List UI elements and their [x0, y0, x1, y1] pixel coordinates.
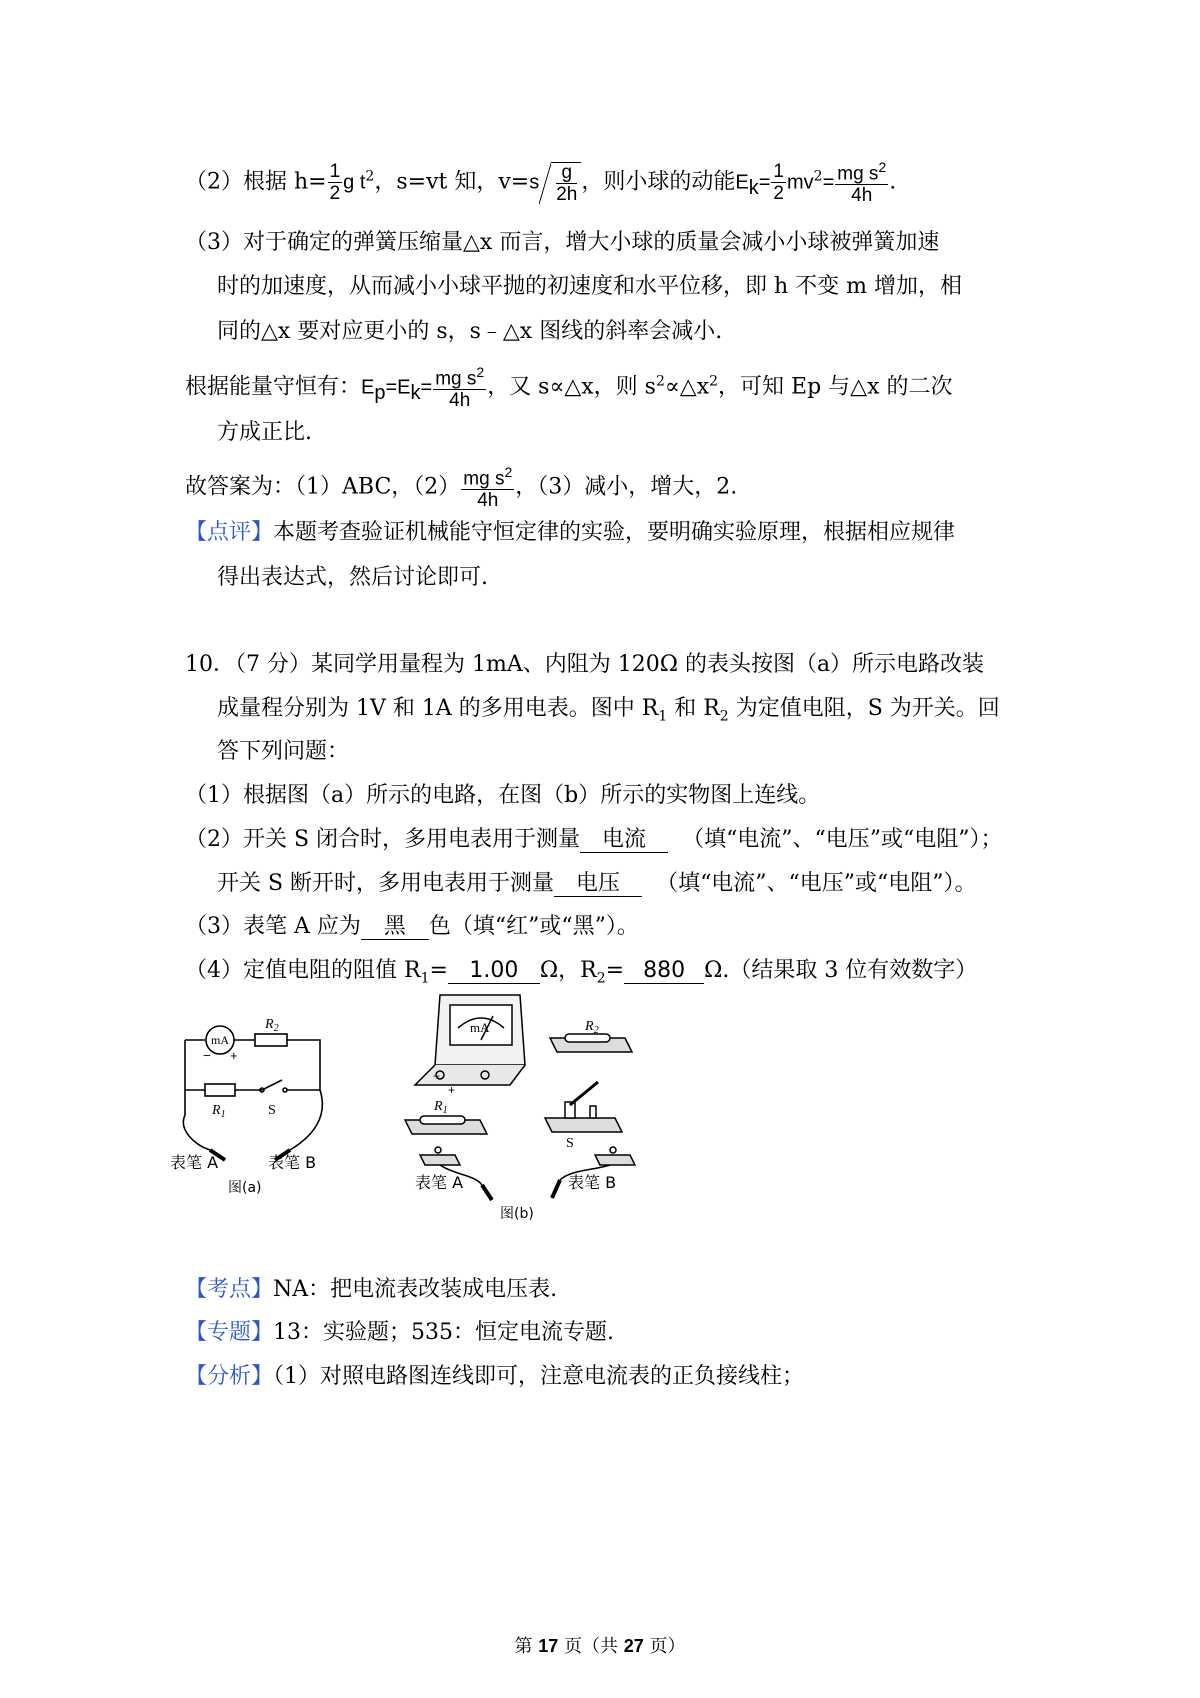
part-2b: [217, 869, 977, 899]
text-segment: 13：实验题；535：恒定电流专题.: [273, 1320, 614, 1345]
math-gt: g t: [343, 171, 366, 194]
question-10-line-3: 答下列问题：: [217, 739, 350, 764]
kaodian-tag: 【考点】: [185, 1277, 274, 1302]
text-segment: 本题考查验证机械能守恒定律的实验，要明确实验原理，根据相应规律: [273, 520, 956, 545]
math-E: E: [397, 376, 411, 399]
numerator: g: [556, 163, 577, 184]
text-segment: Ω，R: [539, 958, 597, 983]
numerator: [461, 465, 514, 490]
answer-line: [185, 465, 737, 510]
exponent: 2: [504, 464, 513, 480]
exponent: 2: [655, 373, 665, 390]
math-eq: =: [822, 171, 835, 194]
math-eq: =: [758, 171, 771, 194]
switch-label: S: [566, 1136, 574, 1151]
answer-blank-r1: 1.00: [448, 959, 540, 984]
text-segment: （1）对照电路图连线即可，注意电流表的正负接线柱；: [273, 1364, 805, 1389]
solution-line-3c: 同的△x 要对应更小的 s，s﹣△x 图线的斜率会减小.: [217, 319, 723, 344]
math-mgs: mg s: [463, 468, 505, 490]
math-eq: =: [385, 376, 398, 399]
ammeter-label: mA: [470, 1020, 490, 1035]
numerator: 1: [773, 161, 784, 183]
solution-line-3: （3）对于确定的弹簧压缩量△x 而言，增大小球的质量会减小小球被弹簧加速: [185, 230, 940, 255]
fraction-g-2h: [556, 163, 577, 204]
figure-b-caption: 图(b): [500, 1206, 534, 1222]
text-segment: ，则小球的动能: [581, 169, 736, 195]
text-segment: （3）表笔 A 应为: [185, 914, 361, 939]
total-pages: 27: [623, 1636, 644, 1656]
comment-line: [185, 518, 955, 548]
exponent: 2: [709, 373, 719, 390]
subscript: 1: [658, 708, 668, 725]
denominator: 4h: [477, 490, 499, 512]
pen-a-label: 表笔 A: [170, 1153, 219, 1172]
fraction-mgs-4h: [835, 160, 888, 205]
answer-blank-r2: 880: [624, 959, 704, 984]
exponent: 2: [878, 159, 887, 175]
minus-label: −: [433, 1069, 441, 1083]
text-segment: ∝△x: [664, 374, 710, 400]
text-segment: ，又 s∝△x，则 s: [487, 374, 656, 400]
page-number: 17: [538, 1636, 559, 1656]
sqrt-expression: [551, 162, 581, 204]
subscript: p: [374, 382, 386, 405]
denominator: 2: [773, 183, 784, 205]
plus-label: +: [448, 1083, 456, 1097]
subscript: 2: [596, 970, 606, 987]
subscript: 1: [420, 970, 430, 987]
text-segment: （2）根据 h=: [185, 169, 327, 195]
denominator: 2: [329, 183, 341, 205]
page-footer: [0, 1632, 1200, 1658]
text-segment: （4）定值电阻的阻值 R: [185, 958, 421, 983]
math-mgs: mg s: [435, 368, 477, 390]
answer-blank-voltage: 电压: [554, 872, 642, 897]
denominator: 2h: [556, 183, 578, 205]
math-s: s: [529, 171, 540, 194]
r2-label: $R_2$: [265, 1017, 279, 1034]
fraction-half-2: [771, 162, 786, 203]
circuit-diagram-a: [170, 1010, 350, 1195]
kaodian-line: [185, 1275, 557, 1305]
text-segment: ，可知 Ep 与△x 的二次: [718, 374, 953, 400]
text-segment: 色（填“红”或“黑”）。: [428, 914, 639, 939]
subscript: k: [410, 382, 421, 405]
pen-a-label: 表笔 A: [415, 1173, 464, 1192]
answer-blank-current: 电流: [580, 828, 668, 853]
numerator: 1: [329, 161, 341, 183]
part-1: （1）根据图（a）所示的电路，在图（b）所示的实物图上连线。: [185, 783, 821, 808]
pen-b-label: 表笔 B: [568, 1173, 617, 1192]
math-E: E: [735, 171, 749, 194]
part-4: [185, 956, 977, 993]
answer-blank-color: 黑: [361, 915, 429, 940]
text-segment: 成量程分别为 1V 和 1A 的多用电表。图中 R: [217, 696, 659, 721]
minus-label: −: [203, 1048, 211, 1063]
numerator: [835, 160, 888, 185]
part-2: [185, 825, 1003, 855]
subscript: k: [748, 177, 759, 200]
comment-tag: 【点评】: [185, 520, 274, 545]
question-10-line-2: [217, 694, 1000, 731]
denominator: 4h: [851, 185, 873, 207]
text-segment: =: [605, 958, 625, 983]
footer-text: 页）: [643, 1636, 686, 1657]
numerator: [433, 365, 486, 390]
text-segment: 为定值电阻，S 为开关。回: [728, 696, 1000, 721]
solution-line-2: [185, 160, 896, 205]
math-E: E: [361, 376, 375, 399]
switch-label: S: [268, 1103, 276, 1118]
question-10-line-1: 10．（7 分）某同学用量程为 1mA、内阻为 120Ω 的表头按图（a）所示电路改装: [185, 652, 985, 677]
text-segment: ，s=vt 知，v=: [374, 169, 530, 195]
math-mv: mv: [786, 171, 814, 194]
exponent: 2: [365, 168, 375, 185]
r1-label: $R_1$: [212, 1103, 226, 1120]
text-segment: （2）开关 S 闭合时，多用电表用于测量: [185, 827, 581, 852]
comment-line-b: 得出表达式，然后讨论即可.: [217, 565, 488, 590]
math-mgs: mg s: [837, 163, 879, 185]
r2-label: $R_2$: [585, 1019, 599, 1036]
text-segment: （填“电流”、“电压”或“电阻”）。: [656, 871, 977, 896]
text-segment: Ω.（结果取 3 位有效数字）: [704, 958, 978, 983]
fenxi-line: [185, 1362, 804, 1392]
fraction-mgs-4h: [461, 465, 514, 510]
plus-label: +: [230, 1048, 238, 1063]
exponent: 2: [813, 168, 823, 185]
fraction-half: [328, 162, 343, 203]
text-segment: 根据能量守恒有：: [185, 374, 362, 400]
energy-line: [185, 365, 953, 410]
text-segment: （填“电流”、“电压”或“电阻”）；: [682, 827, 1003, 852]
apparatus-diagram-b: [400, 990, 670, 1230]
text-segment: NA：把电流表改装成电压表.: [273, 1277, 558, 1302]
part-3: [185, 912, 639, 942]
energy-line-b: 方成正比.: [217, 420, 312, 445]
footer-text: 第: [514, 1636, 539, 1657]
text-segment: 故答案为：（1）ABC，（2）: [185, 474, 461, 500]
text-segment: .: [889, 169, 897, 195]
math-eq: =: [420, 376, 433, 399]
ammeter-label: mA: [211, 1033, 229, 1047]
denominator: 4h: [449, 390, 471, 412]
fraction-mgs-4h: [433, 365, 486, 410]
subscript: 2: [719, 708, 729, 725]
text-segment: ，（3）减小，增大，2.: [515, 474, 738, 500]
footer-text: 页（共: [558, 1636, 624, 1657]
text-segment: =: [429, 958, 448, 983]
r1-label: $R_1$: [434, 1099, 448, 1116]
fenxi-tag: 【分析】: [185, 1364, 274, 1389]
pen-b-label: 表笔 B: [268, 1153, 317, 1172]
text-segment: 开关 S 断开时，多用电表用于测量: [217, 871, 555, 896]
figure-a-caption: 图(a): [228, 1180, 262, 1195]
exponent: 2: [476, 364, 485, 380]
zhuanti-tag: 【专题】: [185, 1320, 274, 1345]
zhuanti-line: [185, 1318, 614, 1348]
text-segment: 和 R: [667, 696, 720, 721]
solution-line-3b: 时的加速度，从而减小小球平抛的初速度和水平位移，即 h 不变 m 增加，相: [217, 274, 963, 299]
